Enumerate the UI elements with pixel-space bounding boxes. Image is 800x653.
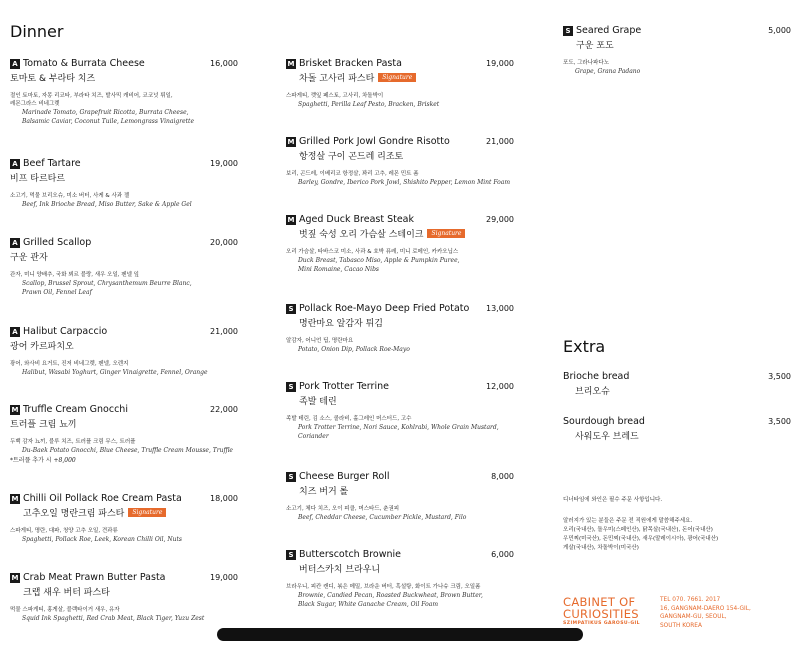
item-name-ko: 버터스카치 브라우니 — [299, 565, 381, 575]
item-price: 13,000 — [486, 303, 514, 313]
extra-item — [563, 371, 791, 397]
menu-item — [10, 572, 238, 623]
category-badge: A — [10, 159, 20, 169]
signature-tag: Signature — [427, 229, 465, 238]
ingredients-en: Halibut, Wasabi Yoghurt, Ginger Vinaigrette, Fennel, Orange — [22, 369, 208, 376]
ingredients-ko: 알감자, 어니언 딥, 명란마요 — [286, 338, 354, 344]
menu-item — [286, 381, 514, 441]
dinner-title: Dinner — [10, 22, 64, 41]
item-name: Chilli Oil Pollack Roe Cream Pasta — [23, 493, 182, 504]
item-name: Seared Grape — [576, 25, 642, 36]
item-price: 6,000 — [491, 549, 514, 559]
ingredients-en: Barley, Gondre, Iberico Pork Jowl, Shishito Pepper, Lemon Mint Foam — [298, 179, 511, 186]
item-name: Butterscotch Brownie — [299, 549, 402, 560]
item-price: 19,000 — [210, 572, 238, 582]
menu-item — [10, 326, 238, 377]
item-name: Pork Trotter Terrine — [299, 381, 389, 392]
item-name-ko: 브리오슈 — [575, 387, 610, 397]
ingredients-en: Marinade Tomato, Grapefruit Ricotta, Burrata Cheese, Balsamic Caviar, Coconut Tuile, Lemongrass Vinaigrette — [22, 109, 194, 125]
item-name: Sourdough bread — [563, 416, 645, 427]
item-price: 3,500 — [768, 372, 791, 381]
item-name: Crab Meat Prawn Butter Pasta — [23, 572, 166, 583]
category-badge: A — [10, 59, 20, 69]
extra-item — [563, 416, 791, 442]
item-price: 3,500 — [768, 417, 791, 426]
item-price: 16,000 — [210, 58, 238, 68]
menu-item — [563, 25, 791, 76]
ingredients-en: Duck Breast, Tabasco Miso, Apple & Pumpkin Puree, Mini Romaine, Cacao Nibs — [298, 257, 460, 273]
item-name: Grilled Pork Jowl Gondre Risotto — [299, 136, 450, 147]
signature-tag: Signature — [128, 508, 166, 517]
ingredients-ko: 포도, 그라나파다노 — [563, 60, 610, 66]
ingredients-en: Squid Ink Spaghetti, Red Crab Meat, Black Tiger, Yuzu Zest — [22, 615, 205, 622]
ingredients-en: Spaghetti, Pollack Roe, Leek, Korean Chilli Oil, Nuts — [22, 536, 183, 543]
item-price: 8,000 — [491, 471, 514, 481]
item-name-ko: 족발 테린 — [299, 397, 337, 407]
ingredients-ko: 스파게티, 깻잎 페스토, 고사리, 차돌박이 — [286, 93, 384, 99]
ingredients-ko: 두백 감자 뇨끼, 블루 치즈, 트러플 크림 무스, 트러플 — [10, 439, 136, 445]
ingredients-en: Scallop, Brussel Sprout, Chrysanthemum Beurre Blanc, Prawn Oil, Fennel Leaf — [22, 280, 192, 296]
item-name-ko: 토마토 & 부라타 치즈 — [10, 74, 96, 84]
menu-item — [286, 214, 514, 274]
menu-item — [286, 549, 514, 609]
menu-item — [286, 303, 514, 354]
ingredients-ko: 오리 가슴살, 타바스코 미소, 사과 & 호박 퓨레, 미니 로메인, 카카오닙스 — [286, 249, 459, 255]
category-badge: M — [11, 405, 19, 414]
category-badge: S — [286, 472, 296, 482]
menu-item — [10, 237, 238, 297]
item-name-ko: 광어 카르파치오 — [10, 342, 74, 352]
item-name-ko: 치즈 버거 롤 — [299, 487, 349, 497]
category-badge: A — [10, 238, 20, 248]
home-indicator-bar[interactable] — [217, 628, 583, 641]
item-name-ko: 명란마요 알감자 튀김 — [299, 319, 383, 329]
category-badge: M — [287, 137, 295, 146]
ingredients-en: Beef, Ink Brioche Bread, Miso Butter, Sake & Apple Gel — [22, 201, 192, 208]
category-badge: A — [10, 327, 20, 337]
item-price: 21,000 — [210, 326, 238, 336]
item-name: Truffle Cream Gnocchi — [23, 404, 128, 415]
item-name-ko: 벗짚 숙성 오리 가슴살 스테이크 Signature — [299, 227, 514, 240]
item-name: Aged Duck Breast Steak — [299, 214, 415, 225]
category-badge: M — [287, 215, 295, 224]
signature-tag: Signature — [378, 73, 416, 82]
item-price: 29,000 — [486, 214, 514, 224]
ingredients-en: Pork Trotter Terrine, Nori Sauce, Kohlrabi, Whole Grain Mustard, Coriander — [298, 424, 499, 440]
category-badge: M — [11, 494, 19, 503]
item-price: 18,000 — [210, 493, 238, 503]
item-price: 5,000 — [768, 25, 791, 35]
item-name: Halibut Carpaccio — [23, 326, 108, 337]
item-name: Grilled Scallop — [23, 237, 92, 248]
menu-item — [286, 58, 514, 109]
item-name-ko: 비프 타르타르 — [10, 174, 66, 184]
item-name-ko: 구운 포도 — [576, 41, 614, 51]
item-price: 12,000 — [486, 381, 514, 391]
menu-item — [10, 158, 238, 209]
item-price: 19,000 — [210, 158, 238, 168]
item-name-ko: 고추오일 명란크림 파스타 Signature — [23, 506, 238, 519]
ingredients-ko: 보리, 곤드레, 이베리코 항정살, 꽈리 고추, 레몬 민트 폼 — [286, 171, 419, 177]
item-name: Tomato & Burrata Cheese — [23, 58, 145, 69]
item-name: Beef Tartare — [23, 158, 81, 169]
cabinet-of-curiosities-logo: CABINET OF CURIOSITIES SZIMPATIKUS GAROSU-GIL — [563, 595, 640, 626]
ingredients-en: Potato, Onion Dip, Pollack Roe-Mayo — [298, 346, 410, 353]
category-badge: M — [287, 59, 295, 68]
ingredients-en: Du-Baek Potato Gnocchi, Blue Cheese, Truffle Cream Mousse, Truffle — [22, 447, 233, 454]
menu-item — [10, 58, 238, 126]
category-badge: S — [286, 304, 296, 314]
allergy-info: 알러지가 있는 분들은 주문 전 직원에게 말씀해주세요. 오리(국내산), 돌우미(스페인산), 닭목살(국내산), 돈어(국내산) 우민찌(미국산), 돈민찌(국내산), 새우(말레이시아), 광어(국내산) 게살(국내산), 차돌박이(미국산) — [563, 518, 719, 551]
item-name: Pollack Roe-Mayo Deep Fried Potato — [299, 303, 470, 314]
ingredients-en: Beef, Cheddar Cheese, Cucumber Pickle, Mustard, Filo — [298, 514, 467, 521]
item-name: Brisket Bracken Pasta — [299, 58, 402, 69]
category-badge: S — [286, 382, 296, 392]
menu-item — [286, 471, 514, 522]
ingredients-ko: 광어, 와사비 요거트, 진저 비네그렛, 펜넬, 오렌지 — [10, 361, 129, 367]
ingredients-en: Spaghetti, Perilla Leaf Pesto, Bracken, Brisket — [298, 101, 440, 108]
item-name-ko: 차돌 고사리 파스타 Signature — [299, 71, 514, 84]
item-price: 21,000 — [486, 136, 514, 146]
item-name-ko: 크랩 새우 버터 파스타 — [23, 588, 110, 598]
ingredients-ko: 스파게티, 명란, 대파, 청양 고추 오일, 견과류 — [10, 528, 118, 534]
ingredients-ko: 관자, 미니 양배추, 국화 뵈르 블랑, 새우 오일, 펜넬 잎 — [10, 272, 139, 278]
ingredients-ko: 소고기, 체다 치즈, 오이 피클, 머스타드, 춘권피 — [286, 506, 400, 512]
ingredients-ko: 먹물 스파게티, 홍게살, 블랙타이거 새우, 유자 — [10, 607, 120, 613]
item-name-ko: 사워도우 브레드 — [575, 432, 639, 442]
item-name-ko: 트러플 크림 뇨끼 — [10, 420, 77, 430]
item-price: 20,000 — [210, 237, 238, 247]
item-name: Brioche bread — [563, 371, 630, 382]
ingredients-en: Brownie, Candied Pecan, Roasted Buckwheat, Brown Butter, Black Sugar, White Ganache Cream, Oil Foam — [298, 592, 483, 608]
ingredients-ko: 소고기, 먹물 브리오슈, 미소 버터, 사케 & 사과 젤 — [10, 193, 130, 199]
menu-item — [10, 493, 238, 544]
ingredients-ko: 족발 테린, 김 소스, 콜라비, 홀그레인 머스터드, 고수 — [286, 416, 412, 422]
category-badge: S — [563, 26, 573, 36]
item-price: 22,000 — [210, 404, 238, 414]
wine-note: 디너타임에 와인은 필수 주문 사항입니다. — [563, 497, 663, 503]
item-name: Cheese Burger Roll — [299, 471, 390, 482]
category-badge: M — [11, 573, 19, 582]
ingredients-ko: 절인 토마토, 자몽 리코타, 부라타 치즈, 발사믹 캐비어, 코코넛 튀일, 레몬그라스 비네그렛 — [10, 93, 173, 107]
category-badge: S — [286, 550, 296, 560]
extra-title: Extra — [563, 337, 606, 356]
item-price: 19,000 — [486, 58, 514, 68]
address-block: TEL 070. 7661. 2017 16, GANGNAM-DAERO 154-GIL, GANGNAM-GU, SEOUL, SOUTH KOREA — [660, 597, 751, 629]
menu-item — [286, 136, 514, 187]
ingredients-ko: 브라우니, 피칸 캔디, 볶은 메밀, 브라운 버터, 흑설탕, 화이트 가나슈 크림, 오일폼 — [286, 584, 481, 590]
truffle-note: *트러플 추가 시 +8,000 — [10, 457, 76, 464]
ingredients-en: Grape, Grana Padano — [575, 68, 641, 75]
item-name-ko: 구운 관자 — [10, 253, 48, 263]
item-name-ko: 항정살 구이 곤드레 리조토 — [299, 152, 404, 162]
menu-item — [10, 404, 238, 465]
